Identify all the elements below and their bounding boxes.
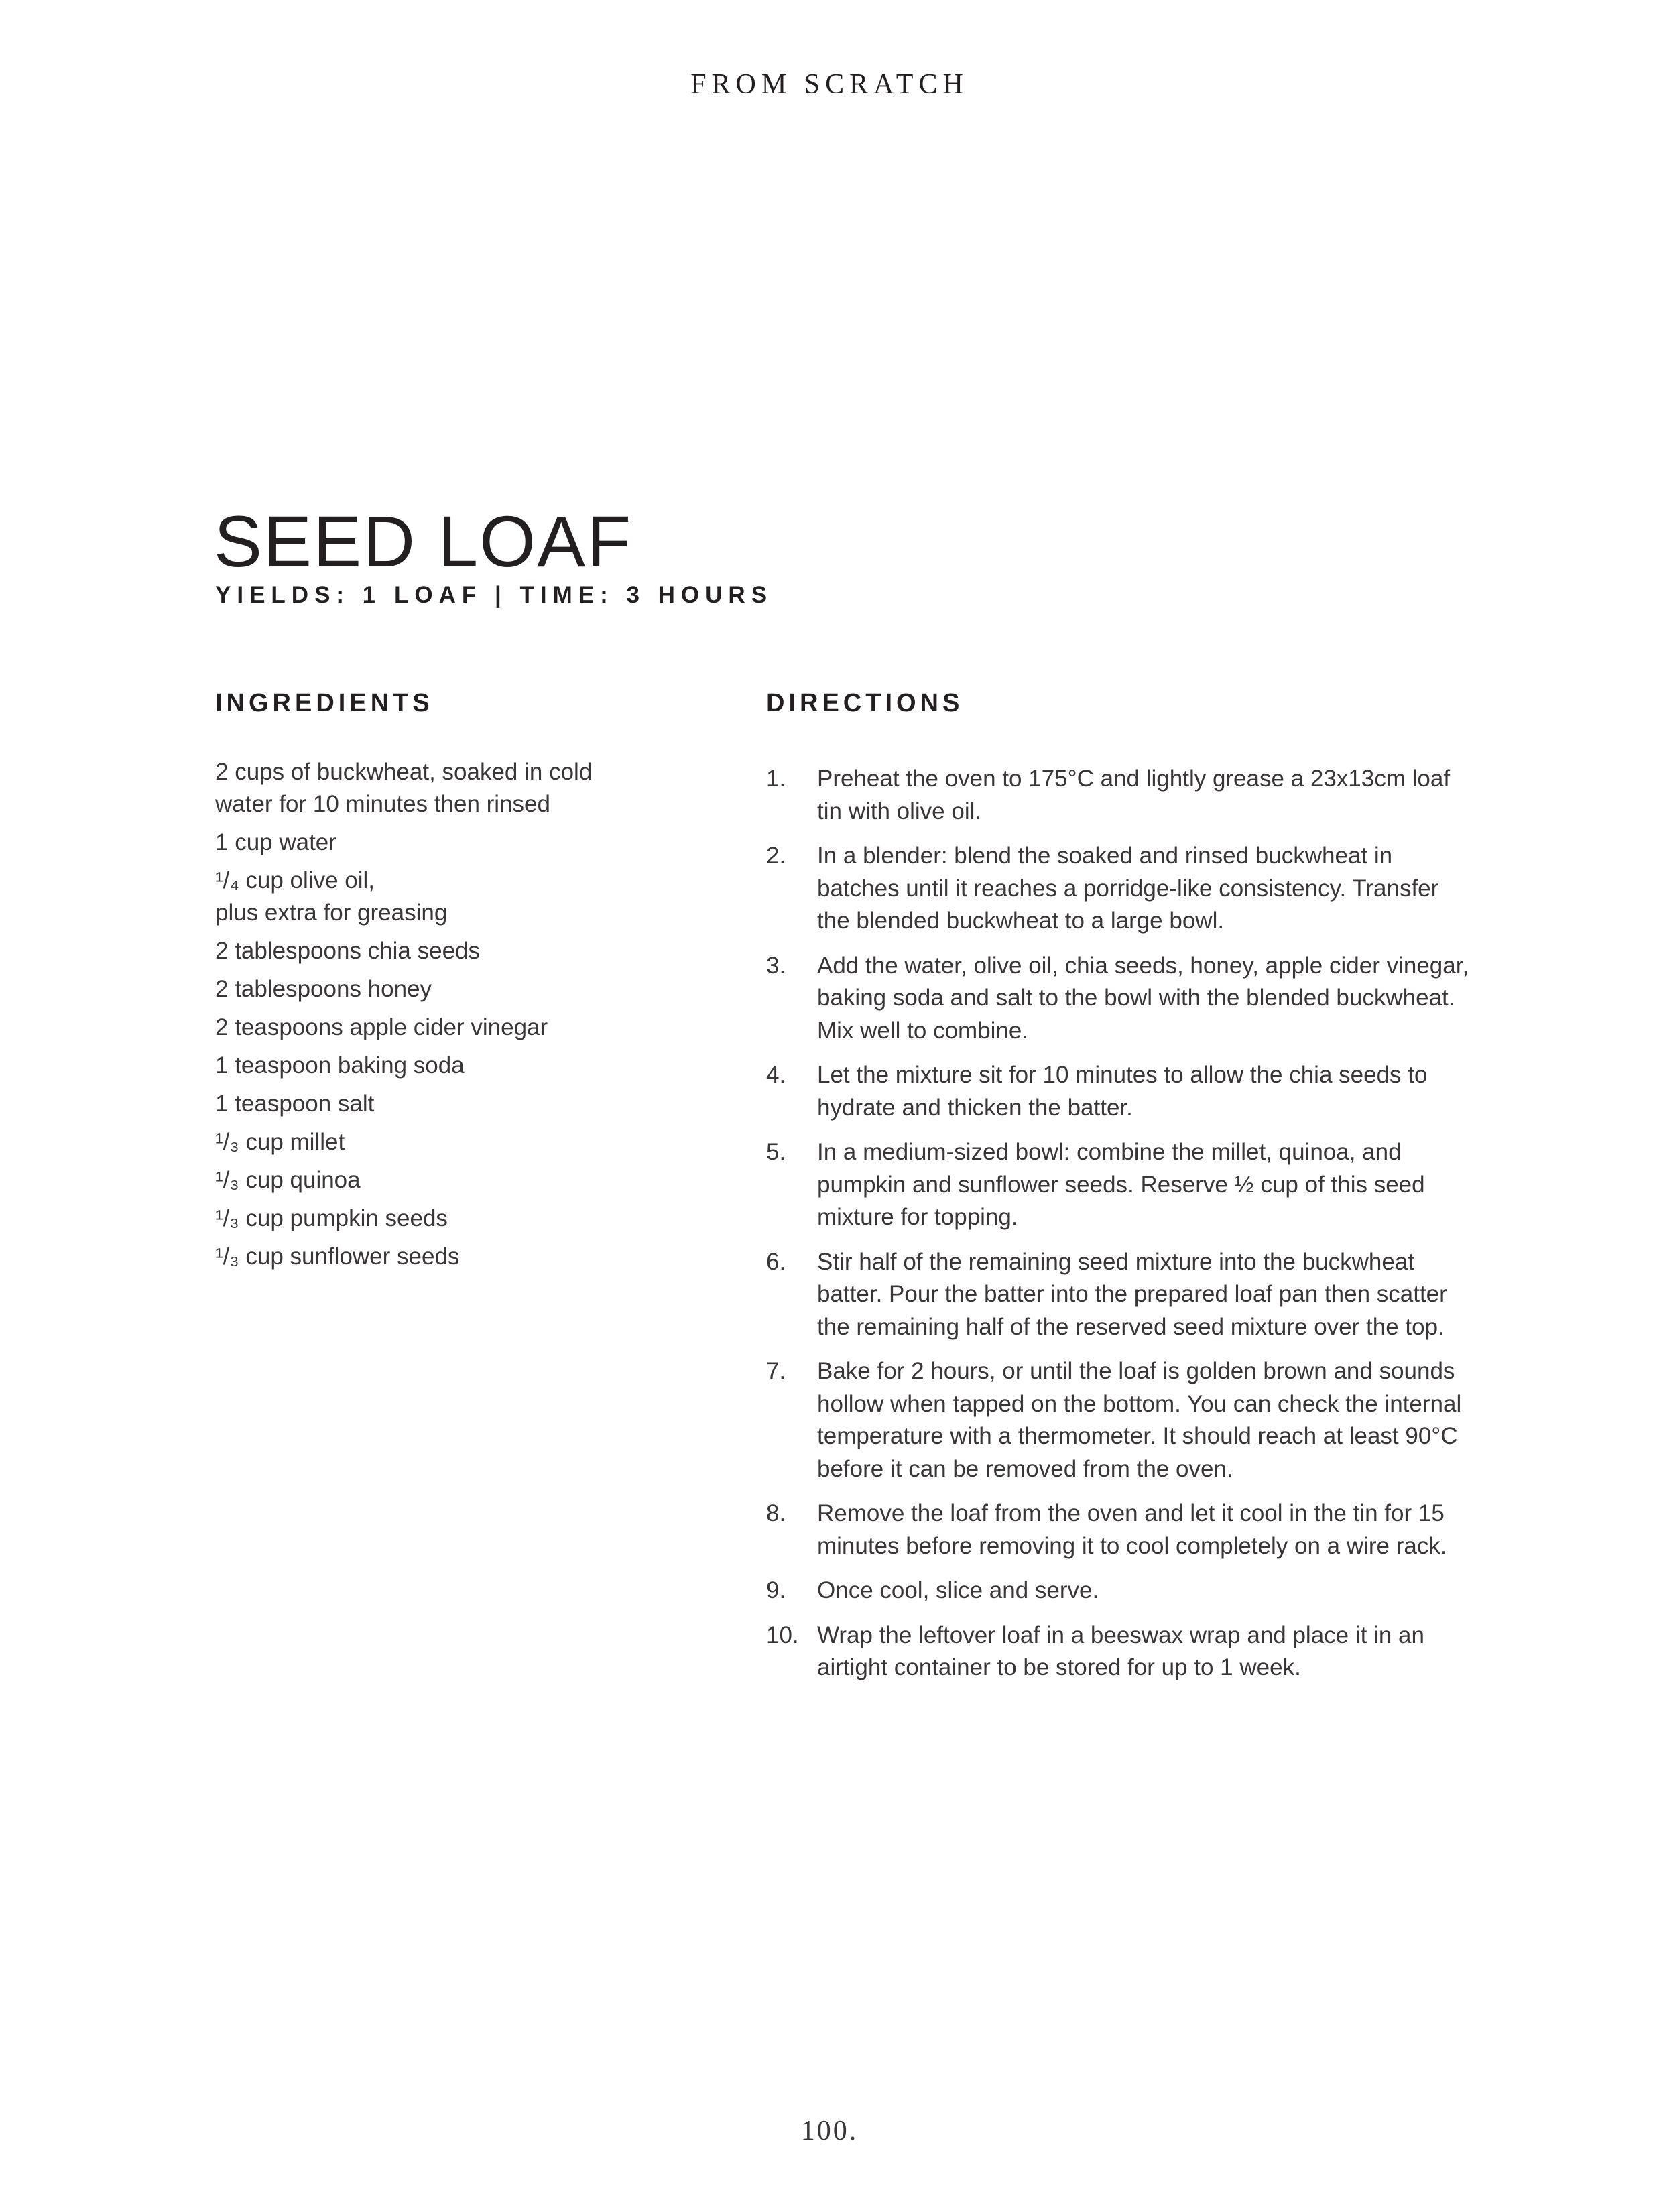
ingredient-line: 2 cups of buckwheat, soaked in cold: [215, 759, 593, 785]
step-text: In a medium-sized bowl: combine the millet, quinoa, and pumpkin and sunflower seeds. Reserve ½ cup of this seed mixture for topping.: [817, 1139, 1425, 1230]
ingredient-line: plus extra for greasing: [215, 900, 448, 926]
ingredient-line: 1 teaspoon baking soda: [215, 1052, 465, 1079]
direction-step: [766, 1619, 1470, 1684]
ingredient-item: [215, 1126, 644, 1158]
directions-heading: DIRECTIONS: [766, 689, 964, 717]
step-text: In a blender: blend the soaked and rinsed buckwheat in batches until it reaches a porridge-like consistency. Transfer the blended buckwheat to a large bowl.: [817, 843, 1439, 934]
ingredients-heading: INGREDIENTS: [215, 689, 434, 717]
step-number: 4.: [766, 1062, 786, 1088]
step-number: 9.: [766, 1577, 786, 1603]
direction-step: [766, 763, 1470, 828]
ingredient-item: [215, 1088, 644, 1120]
ingredient-item: [215, 1164, 644, 1196]
step-text: Preheat the oven to 175°C and lightly grease a 23x13cm loaf tin with olive oil.: [817, 765, 1451, 824]
ingredient-line: 2 tablespoons chia seeds: [215, 938, 480, 964]
step-number: 10.: [766, 1621, 799, 1648]
direction-step: [766, 950, 1470, 1048]
ingredient-line: ¹/₃ cup sunflower seeds: [215, 1243, 460, 1270]
step-text: Remove the loaf from the oven and let it cool in the tin for 15 minutes before removing it to cool completely on a wire rack.: [817, 1500, 1447, 1559]
ingredient-line: ¹/₃ cup quinoa: [215, 1167, 361, 1193]
ingredient-line: ¹/₄ cup olive oil,: [215, 867, 375, 894]
step-number: 3.: [766, 952, 786, 979]
ingredients-list: [215, 756, 644, 1279]
directions-list: [766, 763, 1470, 1697]
direction-step: [766, 1497, 1470, 1562]
step-text: Once cool, slice and serve.: [817, 1577, 1099, 1603]
direction-step: [766, 840, 1470, 938]
direction-step: [766, 1136, 1470, 1234]
ingredient-item: [215, 935, 644, 967]
direction-step: [766, 1575, 1470, 1607]
step-text: Wrap the leftover loaf in a beeswax wrap and place it in an airtight container to be stored for up to 1 week.: [817, 1621, 1424, 1680]
step-number: 5.: [766, 1139, 786, 1165]
step-number: 6.: [766, 1248, 786, 1275]
step-text: Bake for 2 hours, or until the loaf is golden brown and sounds hollow when tapped on the bottom. You can check the internal temperature with a thermometer. It should reach at least 90°C before it can be removed from the oven.: [817, 1358, 1462, 1482]
ingredient-line: 1 cup water: [215, 829, 336, 855]
step-text: Add the water, olive oil, chia seeds, honey, apple cider vinegar, baking soda and salt to the bowl with the blended buckwheat. Mix well to combine.: [817, 952, 1469, 1044]
ingredient-line: 2 tablespoons honey: [215, 976, 432, 1002]
ingredient-item: [215, 1203, 644, 1235]
direction-step: [766, 1059, 1470, 1124]
direction-step: [766, 1246, 1470, 1344]
running-head: FROM SCRATCH: [690, 69, 969, 100]
ingredient-line: water for 10 minutes then rinsed: [215, 791, 550, 817]
ingredient-item: [215, 865, 644, 929]
recipe-yields-time: YIELDS: 1 LOAF | TIME: 3 HOURS: [215, 582, 774, 608]
step-number: 2.: [766, 843, 786, 869]
ingredient-item: [215, 1011, 644, 1044]
step-number: 1.: [766, 765, 786, 792]
step-number: 8.: [766, 1500, 786, 1526]
ingredient-line: ¹/₃ cup pumpkin seeds: [215, 1205, 448, 1231]
ingredient-line: ¹/₃ cup millet: [215, 1129, 345, 1155]
ingredient-item: [215, 973, 644, 1005]
step-text: Stir half of the remaining seed mixture into the buckwheat batter. Pour the batter into the prepared loaf pan then scatter the remaining half of the reserved seed mixture over the top.: [817, 1248, 1447, 1340]
ingredient-item: [215, 1241, 644, 1273]
ingredient-item: [215, 756, 644, 820]
ingredient-line: 1 teaspoon salt: [215, 1091, 375, 1117]
ingredient-item: [215, 826, 644, 859]
ingredient-item: [215, 1050, 644, 1082]
direction-step: [766, 1355, 1470, 1485]
ingredient-line: 2 teaspoons apple cider vinegar: [215, 1014, 548, 1040]
page-number: 100.: [800, 2115, 859, 2146]
step-number: 7.: [766, 1358, 786, 1384]
recipe-title: SEED LOAF: [214, 501, 633, 582]
step-text: Let the mixture sit for 10 minutes to allow the chia seeds to hydrate and thicken the batter.: [817, 1062, 1428, 1121]
